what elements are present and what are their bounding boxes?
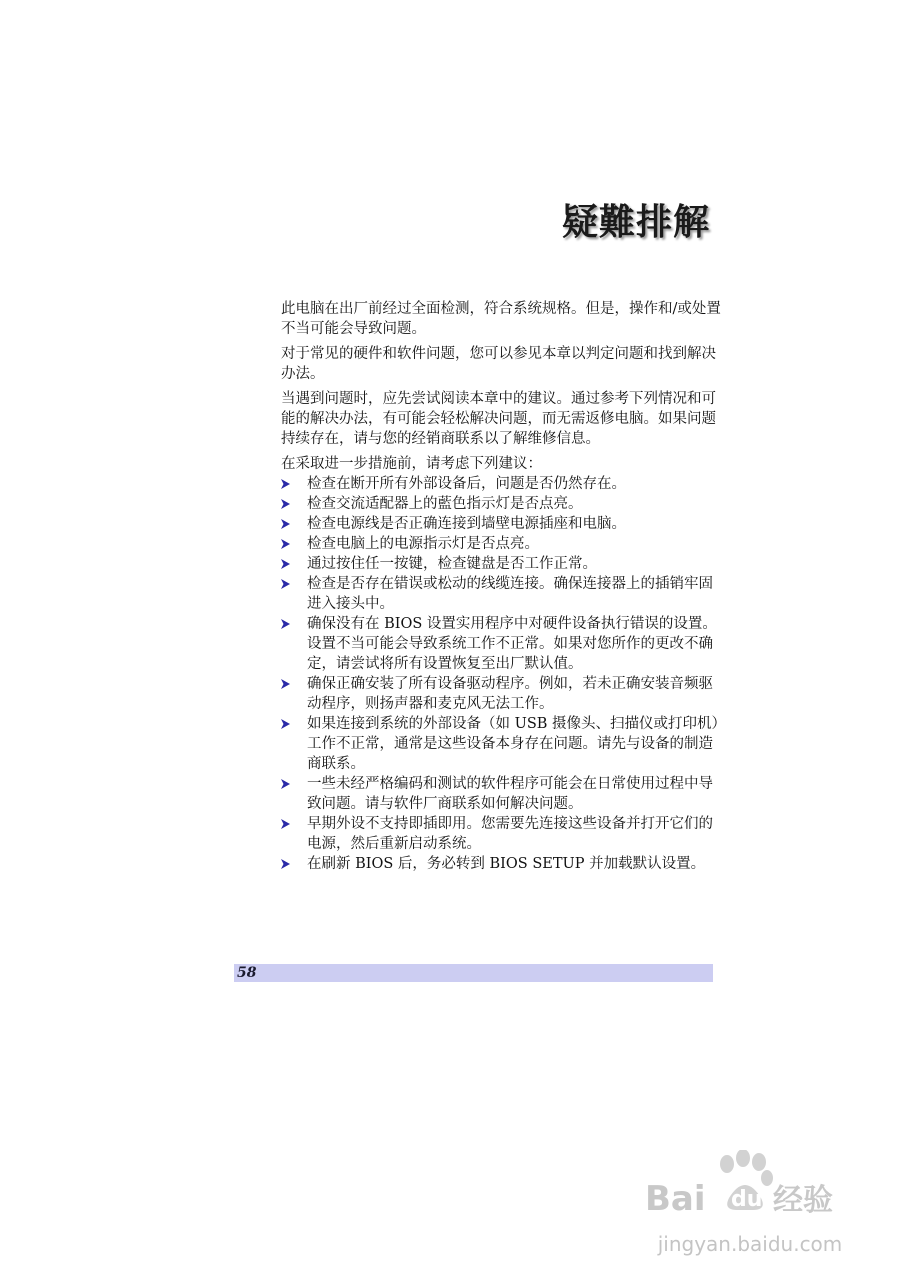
list-item <box>281 774 721 814</box>
baidu-paw-logo-icon <box>645 1150 855 1230</box>
list-item <box>281 574 721 614</box>
arrow-bullet-icon <box>281 519 290 529</box>
paragraph: 对于常见的硬件和软件问题，您可以参见本章以判定问题和找到解决办法。 <box>281 346 716 382</box>
page-number: 58 <box>237 965 257 981</box>
baidu-jingyan-watermark <box>645 1150 885 1270</box>
watermark-url: jingyan.baidu.com <box>657 1232 843 1256</box>
page-title: 疑難排解 <box>561 202 710 243</box>
list-item <box>281 514 721 534</box>
arrow-bullet-icon <box>281 539 290 549</box>
document-body <box>281 299 721 874</box>
list-item-text: 在刷新 BIOS 后，务必转到 BIOS SETUP 并加载默认设置。 <box>307 856 706 872</box>
arrow-bullet-icon <box>281 679 290 689</box>
arrow-bullet-icon <box>281 859 290 869</box>
list-item-text: 确保正确安装了所有设备驱动程序。例如，若未正确安装音频驱动程序，则扬声器和麦克风无法工作。 <box>307 676 713 712</box>
list-item-text: 如果连接到系统的外部设备（如 USB 摄像头、扫描仪或打印机）工作不正常，通常是这些设备本身存在问题。请先与设备的制造商联系。 <box>307 716 719 772</box>
list-item <box>281 474 721 494</box>
arrow-bullet-icon <box>281 719 290 729</box>
suggestion-list <box>281 474 721 874</box>
list-item-text: 检查交流适配器上的藍色指示灯是否点亮。 <box>307 496 583 512</box>
paragraph: 此电脑在出厂前经过全面检测，符合系统规格。但是，操作和/或处置不当可能会导致问题。 <box>281 301 721 337</box>
arrow-bullet-icon <box>281 819 290 829</box>
list-item <box>281 534 721 554</box>
list-item <box>281 554 721 574</box>
arrow-bullet-icon <box>281 579 290 589</box>
list-item-text: 检查电脑上的电源指示灯是否点亮。 <box>307 536 539 552</box>
list-item <box>281 814 721 854</box>
list-item <box>281 714 721 774</box>
arrow-bullet-icon <box>281 559 290 569</box>
arrow-bullet-icon <box>281 479 290 489</box>
list-item-text: 检查电源线是否正确连接到墙壁电源插座和电脑。 <box>307 516 626 532</box>
list-item-text: 通过按住任一按键，检查键盘是否工作正常。 <box>307 556 597 572</box>
arrow-bullet-icon <box>281 779 290 789</box>
list-item <box>281 494 721 514</box>
list-item <box>281 674 721 714</box>
svg-text:du: du <box>731 1187 763 1212</box>
page-footer-bar <box>234 964 713 982</box>
arrow-bullet-icon <box>281 499 290 509</box>
list-item-text: 一些未经严格编码和测试的软件程序可能会在日常使用过程中导致问题。请与软件厂商联系如何解决问题。 <box>307 776 713 812</box>
list-item-text: 检查在断开所有外部设备后，问题是否仍然存在。 <box>307 476 626 492</box>
svg-text:Bai: Bai <box>645 1179 706 1219</box>
list-item-text: 早期外设不支持即插即用。您需要先连接这些设备并打开它们的电源，然后重新启动系统。 <box>307 816 713 852</box>
paragraph: 当遇到问题时，应先尝试阅读本章中的建议。通过参考下列情况和可能的解决办法，有可能会轻松解决问题，而无需返修电脑。如果问题持续存在，请与您的经销商联系以了解维修信息。 <box>281 391 716 447</box>
list-item <box>281 854 721 874</box>
svg-text:经验: 经验 <box>773 1183 833 1218</box>
paragraph: 在采取进一步措施前，请考虑下列建议： <box>281 456 542 472</box>
list-item-text: 检查是否存在错误或松动的线缆连接。确保连接器上的插销牢固进入接头中。 <box>307 576 713 612</box>
list-item <box>281 614 721 674</box>
arrow-bullet-icon <box>281 619 290 629</box>
list-item-text: 确保没有在 BIOS 设置实用程序中对硬件设备执行错误的设置。设置不当可能会导致系统工作不正常。如果对您所作的更改不确定，请尝试将所有设置恢复至出厂默认值。 <box>307 616 717 672</box>
